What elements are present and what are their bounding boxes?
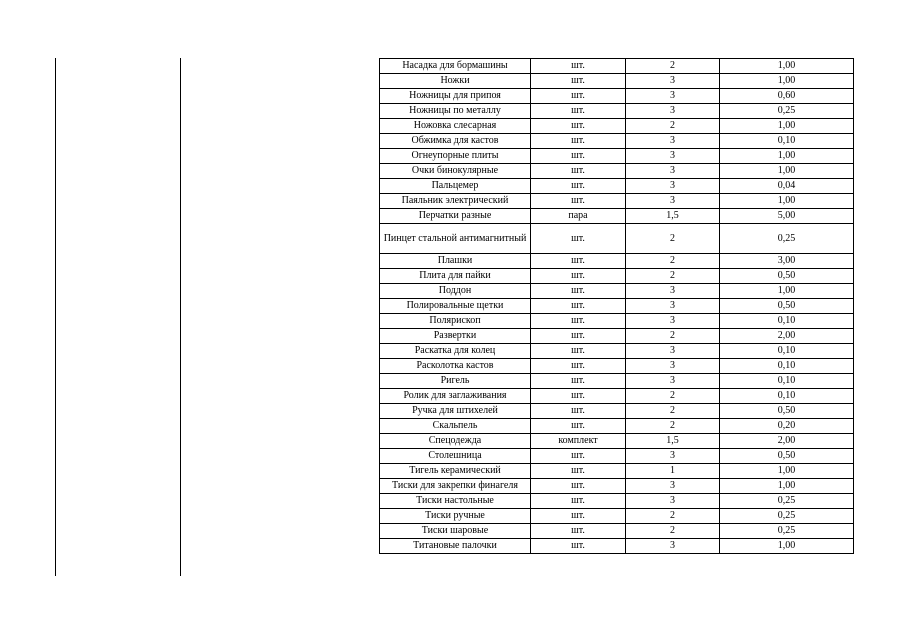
unit-cell-text: шт. (571, 120, 585, 131)
quantity-cell-text: 2 (670, 510, 675, 521)
quantity-cell-text: 2 (670, 255, 675, 266)
item-name-cell (380, 509, 531, 524)
table-row (380, 194, 854, 209)
unit-cell (531, 434, 626, 449)
unit-cell-text: шт. (571, 75, 585, 86)
item-name-cell-text: Обжимка для кастов (411, 135, 499, 146)
item-name-cell-text: Ролик для заглаживания (403, 390, 507, 401)
item-name-cell (380, 389, 531, 404)
item-name-cell (380, 374, 531, 389)
coefficient-cell (720, 344, 854, 359)
item-name-cell-text: Ригель (440, 375, 470, 386)
coefficient-cell (720, 59, 854, 74)
coefficient-cell-text: 1,00 (777, 540, 796, 551)
quantity-cell (626, 359, 720, 374)
table-row (380, 209, 854, 224)
coefficient-cell-text: 0,04 (777, 180, 796, 191)
quantity-cell-text: 2 (670, 420, 675, 431)
middle-column-border (180, 58, 181, 576)
unit-cell-text: шт. (571, 90, 585, 101)
quantity-cell-text: 2 (670, 330, 675, 341)
table-row (380, 149, 854, 164)
coefficient-cell (720, 104, 854, 119)
item-name-cell (380, 359, 531, 374)
unit-cell-text: шт. (571, 285, 585, 296)
coefficient-cell-text: 0,10 (777, 375, 796, 386)
quantity-cell (626, 404, 720, 419)
item-name-cell-text: Тиски ручные (425, 510, 485, 521)
unit-cell (531, 494, 626, 509)
quantity-cell-text: 3 (670, 135, 675, 146)
unit-cell-text: шт. (571, 540, 585, 551)
coefficient-cell-text: 0,10 (777, 360, 796, 371)
unit-cell (531, 284, 626, 299)
coefficient-cell (720, 539, 854, 554)
item-name-cell-text: Огнеупорные плиты (411, 150, 499, 161)
quantity-cell-text: 2 (670, 232, 675, 244)
quantity-cell (626, 284, 720, 299)
table-row (380, 359, 854, 374)
quantity-cell-text: 3 (670, 75, 675, 86)
quantity-cell-text: 3 (670, 150, 675, 161)
coefficient-cell (720, 134, 854, 149)
unit-cell (531, 179, 626, 194)
coefficient-cell-text: 0,50 (777, 300, 796, 311)
quantity-cell (626, 314, 720, 329)
item-name-cell-text: Титановые палочки (413, 540, 497, 551)
coefficient-cell (720, 299, 854, 314)
quantity-cell (626, 524, 720, 539)
quantity-cell (626, 494, 720, 509)
quantity-cell (626, 299, 720, 314)
item-name-cell-text: Тигель керамический (409, 465, 501, 476)
item-name-cell-text: Полировальные щетки (406, 300, 504, 311)
unit-cell (531, 74, 626, 89)
unit-cell-text: шт. (571, 510, 585, 521)
coefficient-cell (720, 329, 854, 344)
item-name-cell (380, 464, 531, 479)
item-name-cell (380, 404, 531, 419)
coefficient-cell (720, 164, 854, 179)
coefficient-cell (720, 434, 854, 449)
quantity-cell-text: 3 (670, 495, 675, 506)
unit-cell (531, 59, 626, 74)
quantity-cell-text: 3 (670, 165, 675, 176)
quantity-cell-text: 3 (670, 540, 675, 551)
coefficient-cell (720, 374, 854, 389)
item-name-cell (380, 89, 531, 104)
table-row (380, 524, 854, 539)
unit-cell (531, 509, 626, 524)
unit-cell-text: шт. (571, 390, 585, 401)
equipment-table-body (380, 59, 854, 554)
coefficient-cell-text: 1,00 (777, 285, 796, 296)
coefficient-cell-text: 0,20 (777, 420, 796, 431)
item-name-cell-text: Ножовка слесарная (413, 120, 497, 131)
item-name-cell-text: Тиски для закрепки финагеля (392, 480, 518, 491)
item-name-cell (380, 314, 531, 329)
coefficient-cell-text: 1,00 (777, 60, 796, 71)
unit-cell (531, 164, 626, 179)
quantity-cell-text: 3 (670, 105, 675, 116)
unit-cell (531, 479, 626, 494)
quantity-cell (626, 434, 720, 449)
table-row (380, 314, 854, 329)
coefficient-cell-text: 0,10 (777, 135, 796, 146)
item-name-cell-text: Очки бинокулярные (411, 165, 499, 176)
coefficient-cell-text: 1,00 (777, 165, 796, 176)
item-name-cell (380, 494, 531, 509)
unit-cell (531, 359, 626, 374)
coefficient-cell-text: 0,50 (777, 450, 796, 461)
quantity-cell (626, 134, 720, 149)
coefficient-cell-text: 1,00 (777, 120, 796, 131)
item-name-cell (380, 344, 531, 359)
item-name-cell (380, 104, 531, 119)
unit-cell-text: шт. (571, 465, 585, 476)
item-name-cell (380, 119, 531, 134)
item-name-cell (380, 329, 531, 344)
unit-cell (531, 449, 626, 464)
table-row (380, 254, 854, 269)
item-name-cell-text: Полярископ (429, 315, 481, 326)
unit-cell (531, 374, 626, 389)
table-row (380, 344, 854, 359)
unit-cell (531, 104, 626, 119)
table-row (380, 134, 854, 149)
coefficient-cell-text: 2,00 (777, 330, 796, 341)
item-name-cell-text: Пальцемер (431, 180, 479, 191)
coefficient-cell (720, 89, 854, 104)
unit-cell (531, 464, 626, 479)
item-name-cell (380, 149, 531, 164)
quantity-cell (626, 329, 720, 344)
quantity-cell-text: 3 (670, 345, 675, 356)
unit-cell (531, 299, 626, 314)
quantity-cell (626, 254, 720, 269)
coefficient-cell-text: 1,00 (777, 465, 796, 476)
table-row (380, 89, 854, 104)
quantity-cell-text: 2 (670, 270, 675, 281)
unit-cell (531, 89, 626, 104)
unit-cell-text: шт. (571, 300, 585, 311)
item-name-cell-text: Ножки (440, 75, 470, 86)
item-name-cell (380, 419, 531, 434)
unit-cell-text: шт. (571, 495, 585, 506)
item-name-cell-text: Скальпель (432, 420, 478, 431)
table-row (380, 479, 854, 494)
item-name-cell-text: Насадка для бормашины (402, 60, 508, 71)
quantity-cell (626, 164, 720, 179)
coefficient-cell (720, 509, 854, 524)
coefficient-cell-text: 1,00 (777, 75, 796, 86)
quantity-cell (626, 464, 720, 479)
coefficient-cell (720, 464, 854, 479)
coefficient-cell (720, 254, 854, 269)
table-row (380, 374, 854, 389)
quantity-cell-text: 3 (670, 300, 675, 311)
coefficient-cell (720, 479, 854, 494)
unit-cell-text: шт. (571, 405, 585, 416)
unit-cell (531, 119, 626, 134)
table-row (380, 179, 854, 194)
item-name-cell-text: Развертки (433, 330, 477, 341)
unit-cell-text: шт. (571, 450, 585, 461)
table-row (380, 164, 854, 179)
coefficient-cell (720, 224, 854, 254)
coefficient-cell (720, 119, 854, 134)
unit-cell (531, 134, 626, 149)
item-name-cell (380, 224, 531, 254)
unit-cell (531, 254, 626, 269)
table-row (380, 284, 854, 299)
coefficient-cell (720, 74, 854, 89)
coefficient-cell-text: 0,25 (777, 495, 796, 506)
quantity-cell-text: 1 (670, 465, 675, 476)
unit-cell-text: шт. (571, 180, 585, 191)
unit-cell-text: шт. (571, 525, 585, 536)
quantity-cell-text: 3 (670, 360, 675, 371)
unit-cell-text: шт. (571, 232, 585, 244)
coefficient-cell (720, 524, 854, 539)
coefficient-cell (720, 449, 854, 464)
unit-cell-text: комплект (558, 435, 598, 446)
coefficient-cell-text: 0,25 (777, 525, 796, 536)
table-row (380, 299, 854, 314)
item-name-cell-text: Паяльник электрический (401, 195, 509, 206)
coefficient-cell (720, 314, 854, 329)
quantity-cell (626, 179, 720, 194)
unit-cell (531, 329, 626, 344)
unit-cell-text: шт. (571, 345, 585, 356)
unit-cell (531, 404, 626, 419)
item-name-cell-text: Ручка для штихелей (412, 405, 498, 416)
item-name-cell-text: Раскатка для колец (414, 345, 496, 356)
item-name-cell-text: Тиски настольные (416, 495, 494, 506)
quantity-cell (626, 509, 720, 524)
item-name-cell (380, 74, 531, 89)
table-row (380, 509, 854, 524)
quantity-cell-text: 2 (670, 390, 675, 401)
unit-cell-text: шт. (571, 60, 585, 71)
quantity-cell (626, 194, 720, 209)
item-name-cell (380, 59, 531, 74)
item-name-cell (380, 284, 531, 299)
coefficient-cell-text: 3,00 (777, 255, 796, 266)
quantity-cell-text: 3 (670, 90, 675, 101)
unit-cell (531, 419, 626, 434)
quantity-cell (626, 269, 720, 284)
item-name-cell-text: Пинцет стальной антимагнитный (383, 232, 527, 244)
coefficient-cell-text: 0,25 (777, 510, 796, 521)
unit-cell-text: шт. (571, 150, 585, 161)
item-name-cell (380, 254, 531, 269)
unit-cell (531, 344, 626, 359)
table-row (380, 419, 854, 434)
coefficient-cell-text: 2,00 (777, 435, 796, 446)
item-name-cell-text: Перчатки разные (418, 210, 492, 221)
quantity-cell (626, 149, 720, 164)
coefficient-cell (720, 179, 854, 194)
quantity-cell (626, 119, 720, 134)
coefficient-cell-text: 0,25 (777, 105, 796, 116)
coefficient-cell (720, 209, 854, 224)
item-name-cell-text: Ножницы по металлу (409, 105, 501, 116)
unit-cell (531, 149, 626, 164)
item-name-cell (380, 524, 531, 539)
quantity-cell-text: 3 (670, 315, 675, 326)
item-name-cell (380, 449, 531, 464)
item-name-cell (380, 179, 531, 194)
unit-cell-text: шт. (571, 195, 585, 206)
quantity-cell-text: 2 (670, 525, 675, 536)
item-name-cell (380, 134, 531, 149)
coefficient-cell (720, 404, 854, 419)
quantity-cell-text: 2 (670, 405, 675, 416)
coefficient-cell-text: 0,10 (777, 315, 796, 326)
unit-cell-text: шт. (571, 105, 585, 116)
item-name-cell-text: Плашки (437, 255, 473, 266)
coefficient-cell-text: 0,10 (777, 345, 796, 356)
table-row (380, 104, 854, 119)
quantity-cell-text: 3 (670, 180, 675, 191)
quantity-cell (626, 344, 720, 359)
unit-cell (531, 269, 626, 284)
table-row (380, 389, 854, 404)
coefficient-cell-text: 1,00 (777, 480, 796, 491)
item-name-cell (380, 539, 531, 554)
coefficient-cell-text: 0,10 (777, 390, 796, 401)
coefficient-cell-text: 5,00 (777, 210, 796, 221)
table-row (380, 449, 854, 464)
unit-cell (531, 524, 626, 539)
unit-cell-text: шт. (571, 360, 585, 371)
quantity-cell (626, 209, 720, 224)
unit-cell-text: шт. (571, 480, 585, 491)
item-name-cell-text: Тиски шаровые (421, 525, 489, 536)
unit-cell-text: шт. (571, 255, 585, 266)
coefficient-cell (720, 269, 854, 284)
unit-cell (531, 389, 626, 404)
unit-cell-text: шт. (571, 165, 585, 176)
quantity-cell-text: 3 (670, 375, 675, 386)
item-name-cell (380, 269, 531, 284)
quantity-cell-text: 1,5 (666, 435, 679, 446)
item-name-cell-text: Столешница (428, 450, 482, 461)
table-row (380, 59, 854, 74)
coefficient-cell (720, 149, 854, 164)
item-name-cell-text: Ножницы для припоя (409, 90, 501, 101)
unit-cell (531, 209, 626, 224)
coefficient-cell-text: 0,60 (777, 90, 796, 101)
item-name-cell (380, 479, 531, 494)
coefficient-cell (720, 419, 854, 434)
unit-cell-text: шт. (571, 375, 585, 386)
quantity-cell-text: 3 (670, 195, 675, 206)
table-row (380, 434, 854, 449)
unit-cell-text: шт. (571, 270, 585, 281)
coefficient-cell-text: 0,25 (777, 232, 796, 244)
quantity-cell (626, 224, 720, 254)
quantity-cell (626, 104, 720, 119)
item-name-cell-text: Поддон (438, 285, 472, 296)
table-row (380, 329, 854, 344)
coefficient-cell (720, 494, 854, 509)
table-row (380, 494, 854, 509)
quantity-cell-text: 3 (670, 450, 675, 461)
item-name-cell-text: Спецодежда (428, 435, 482, 446)
coefficient-cell (720, 389, 854, 404)
item-name-cell-text: Расколотка кастов (416, 360, 494, 371)
item-name-cell (380, 164, 531, 179)
left-column-border (55, 58, 56, 576)
item-name-cell (380, 194, 531, 209)
coefficient-cell (720, 359, 854, 374)
coefficient-cell-text: 1,00 (777, 150, 796, 161)
quantity-cell-text: 2 (670, 60, 675, 71)
quantity-cell-text: 2 (670, 120, 675, 131)
quantity-cell (626, 89, 720, 104)
coefficient-cell (720, 284, 854, 299)
coefficient-cell-text: 0,50 (777, 270, 796, 281)
equipment-table (379, 58, 854, 554)
item-name-cell-text: Плита для пайки (419, 270, 491, 281)
unit-cell-text: шт. (571, 420, 585, 431)
table-row (380, 464, 854, 479)
unit-cell (531, 539, 626, 554)
quantity-cell (626, 374, 720, 389)
quantity-cell (626, 59, 720, 74)
coefficient-cell-text: 1,00 (777, 195, 796, 206)
quantity-cell (626, 389, 720, 404)
coefficient-cell-text: 0,50 (777, 405, 796, 416)
table-row (380, 119, 854, 134)
item-name-cell (380, 299, 531, 314)
quantity-cell (626, 479, 720, 494)
table-row (380, 404, 854, 419)
quantity-cell-text: 3 (670, 480, 675, 491)
item-name-cell (380, 209, 531, 224)
item-name-cell (380, 434, 531, 449)
quantity-cell (626, 449, 720, 464)
table-row (380, 269, 854, 284)
table-row (380, 539, 854, 554)
table-row (380, 74, 854, 89)
coefficient-cell (720, 194, 854, 209)
quantity-cell-text: 1,5 (666, 210, 679, 221)
unit-cell-text: шт. (571, 315, 585, 326)
quantity-cell (626, 74, 720, 89)
unit-cell (531, 314, 626, 329)
unit-cell (531, 224, 626, 254)
unit-cell-text: шт. (571, 330, 585, 341)
unit-cell-text: шт. (571, 135, 585, 146)
table-row (380, 224, 854, 254)
quantity-cell (626, 539, 720, 554)
quantity-cell-text: 3 (670, 285, 675, 296)
quantity-cell (626, 419, 720, 434)
unit-cell (531, 194, 626, 209)
unit-cell-text: пара (568, 210, 588, 221)
